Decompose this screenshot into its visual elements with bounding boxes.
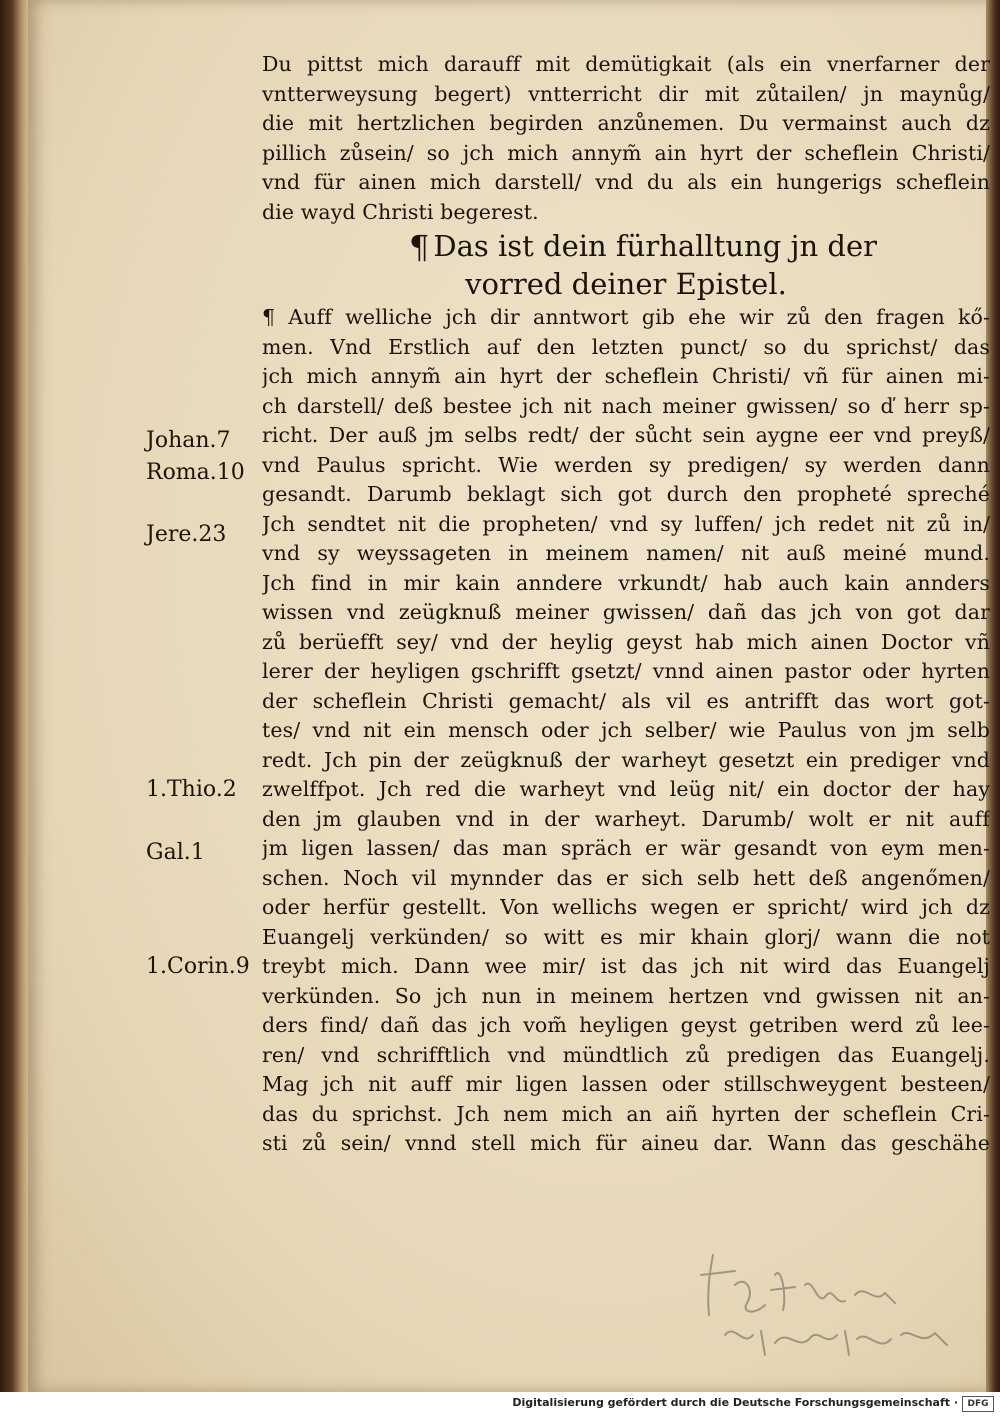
margin-reference: Gal.1 (146, 840, 205, 865)
text-line: vntterweysung begert) vntterricht dir mit zůtailen/ jn maynůg/ (262, 81, 990, 106)
text-line: Euangelj verkünden/ so witt es mir khain glorj/ wann die not (262, 924, 990, 949)
text-line: verkünden. So jch nun in meinem hertzen vnd gwissen nit an- (262, 983, 990, 1008)
text-line: treybt mich. Dann wee mir/ ist das jch nit wird das Euangelj (262, 954, 990, 978)
text-line: men. Vnd Erstlich auf den letzten punct/ so du sprichst/ das (262, 334, 990, 359)
text-line: vnd für ainen mich darstell/ vnd du als ein hungerigs scheflein (262, 170, 990, 194)
text-line: ¶ Auff welliche jch dir anntwort gib ehe wir zů den fragen kő- (262, 305, 990, 329)
text-line: lerer der heyligen gschrifft gsetzt/ vnnd ainen pastor oder hyrten (262, 659, 990, 683)
text-line: Du pittst mich darauff mit demütigkait (als ein vnerfarner der (262, 52, 990, 76)
text-line: zwelffpot. Jch red die warheyt vnd leüg nit/ ein doctor der hay (262, 777, 990, 801)
footer-bar (0, 1392, 1000, 1417)
text-line: redt. Jch pin der zeügknuß der warheyt gesetzt ein prediger vnd (262, 747, 990, 772)
text-line: vnd Paulus spricht. Wie werden sy predigen/ sy werden dann (262, 452, 990, 477)
heading-line-2: vorred deiner Epistel. (465, 267, 787, 301)
section-heading-continued (262, 265, 990, 303)
dfg-logo: DFG (962, 1396, 994, 1412)
text-line: oder herfür gestellt. Von wellichs wegen er spricht/ wird jch dz (262, 895, 990, 919)
main-text-block (262, 50, 990, 1159)
text-line: richt. Der auß jm selbs redt/ der sůcht sein aygne eer vnd preyß/ (262, 423, 990, 447)
text-line: das du sprichst. Jch nem mich an aiñ hyrten der scheflein Cri- (262, 1101, 990, 1126)
text-line: zů berüefft sey/ vnd der heylig geyst hab mich ainen Doctor vñ (262, 629, 990, 654)
funding-credit: Digitalisierung gefördert durch die Deutsche Forschungsgemeinschaft · (512, 1396, 958, 1409)
text-line: jch mich annym̃ ain hyrt der scheflein Christi/ vñ für ainen mi- (262, 364, 990, 388)
text-line: wissen vnd zeügknuß meiner gwissen/ dañ das jch von got dar (262, 600, 990, 624)
text-line: Jch sendtet nit die propheten/ vnd sy luffen/ jch redet nit zů in/ (262, 511, 990, 536)
margin-reference: 1.Corin.9 (146, 954, 250, 979)
text-line: ch darstell/ deß bestee jch nit nach meiner gwissen/ so ď herr sp- (262, 393, 990, 418)
text-line: den jm glauben vnd in der warheyt. Darumb/ wolt er nit auff (262, 806, 990, 831)
pencil-annotation (695, 1235, 965, 1365)
text-line: der scheflein Christi gemacht/ als vil es antrifft das wort got- (262, 688, 990, 713)
pilcrow-mark: ¶ (409, 228, 430, 266)
margin-reference: 1.Thio.2 (146, 777, 237, 802)
text-line: jm ligen lassen/ das man spräch er wär gesandt von eym men- (262, 836, 990, 860)
text-line: Mag jch nit auff mir ligen lassen oder stillschweygent besteen/ (262, 1072, 990, 1096)
text-line: Jch find in mir kain anndere vrkundt/ hab auch kain annders (262, 570, 990, 595)
margin-reference: Roma.10 (146, 460, 245, 485)
text-line: sti zů sein/ vnnd stell mich für aineu dar. Wann das geschähe (262, 1131, 990, 1155)
margin-reference: Johan.7 (146, 428, 231, 453)
text-line: vnd sy weyssageten in meinem namen/ nit auß meiné mund. (262, 541, 990, 565)
heading-line-1: Das ist dein fürhalltung jn der (433, 229, 877, 263)
section-heading (262, 227, 990, 265)
text-line: ren/ vnd schrifftlich vnd mündtlich zů predigen das Euangelj. (262, 1042, 990, 1067)
text-line: gesandt. Darumb beklagt sich got durch den propheté spreché (262, 482, 990, 506)
text-line: die wayd Christi begerest. (262, 199, 539, 224)
binding-edge (0, 0, 30, 1392)
text-line: die mit hertzlichen begirden anzůnemen. Du vermainst auch dz (262, 111, 990, 135)
text-line: pillich zůsein/ so jch mich annym̃ ain hyrt der scheflein Christi/ (262, 140, 990, 165)
margin-reference: Jere.23 (146, 522, 227, 547)
text-line: ders find/ dañ das jch vom̃ heyligen geyst getriben werd zů lee- (262, 1013, 990, 1037)
text-line: schen. Noch vil mynnder das er sich selb hett deß angenőmen/ (262, 865, 990, 890)
text-line: tes/ vnd nit ein mensch oder jch selber/ wie Paulus von jm selb (262, 718, 990, 742)
